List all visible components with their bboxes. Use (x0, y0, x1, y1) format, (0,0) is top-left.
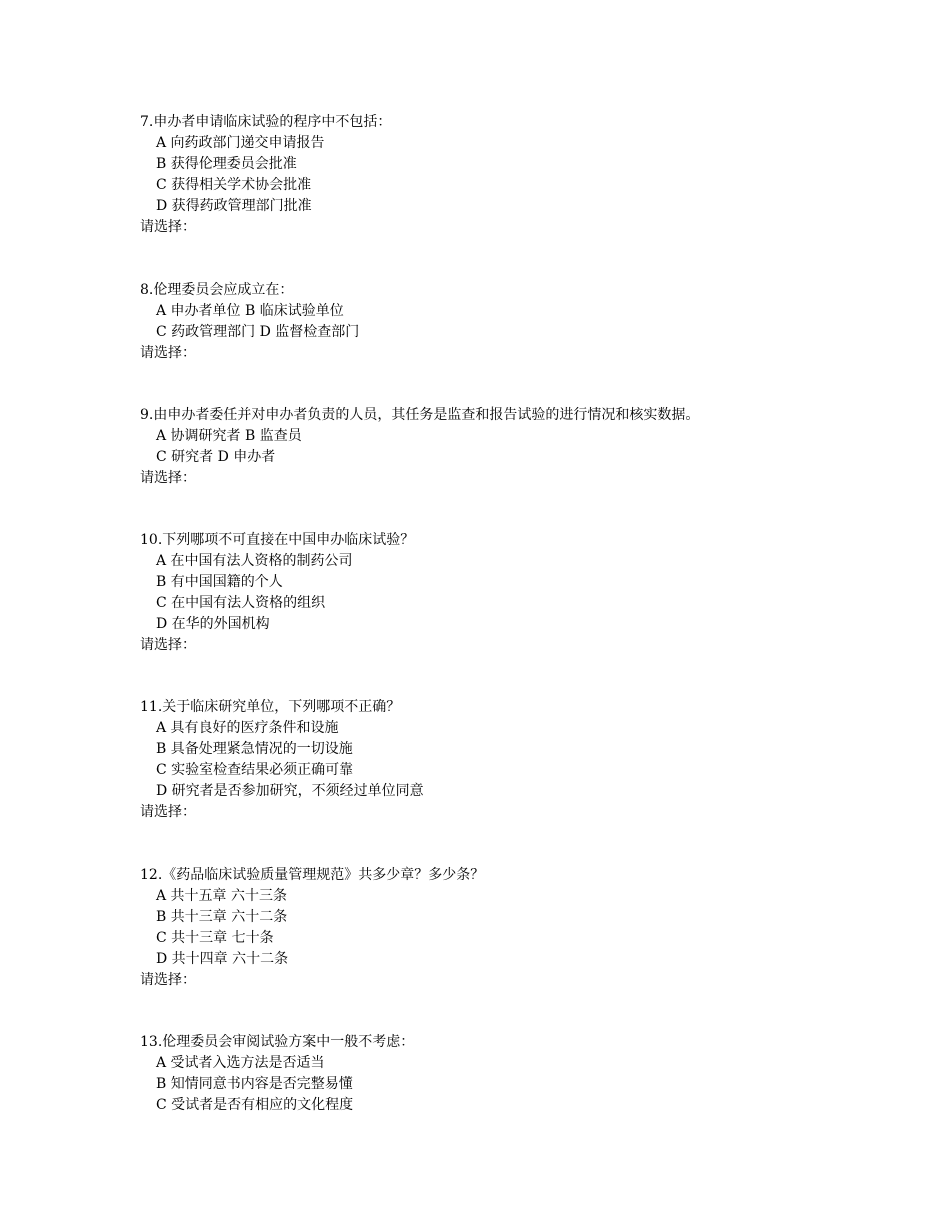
option-a: A 受试者入选方法是否适当 (156, 1055, 325, 1071)
option-cd: C 药政管理部门 D 监督检查部门 (156, 324, 360, 340)
question-stem: 10.下列哪项不可直接在中国申办临床试验？ (140, 532, 415, 548)
answer-prompt: 请选择： (140, 345, 196, 361)
option-b: B 获得伦理委员会批准 (156, 156, 297, 172)
option-d: D 共十四章 六十二条 (156, 951, 289, 967)
option-c: C 受试者是否有相应的文化程度 (156, 1097, 354, 1113)
option-c: C 实验室检查结果必须正确可靠 (156, 762, 354, 778)
option-b: B 共十三章 六十二条 (156, 909, 288, 925)
question-stem: 12.《药品临床试验质量管理规范》共多少章？多少条？ (140, 867, 485, 883)
option-ab: A 协调研究者 B 监查员 (156, 428, 302, 444)
question-stem: 8.伦理委员会应成立在： (140, 282, 294, 298)
question-7 (140, 112, 920, 238)
question-9 (140, 405, 920, 489)
answer-prompt: 请选择： (140, 804, 196, 820)
question-stem: 11.关于临床研究单位，下列哪项不正确？ (140, 699, 401, 715)
question-11 (140, 697, 920, 823)
option-a: A 共十五章 六十三条 (156, 888, 288, 904)
option-c: C 在中国有法人资格的组织 (156, 595, 326, 611)
option-c: C 共十三章 七十条 (156, 930, 274, 946)
option-d: D 研究者是否参加研究，不须经过单位同意 (156, 783, 424, 799)
question-13 (140, 1032, 920, 1116)
answer-prompt: 请选择： (140, 637, 196, 653)
question-stem: 7.申办者申请临床试验的程序中不包括： (140, 114, 392, 130)
option-ab: A 申办者单位 B 临床试验单位 (156, 303, 344, 319)
option-b: B 知情同意书内容是否完整易懂 (156, 1076, 353, 1092)
question-stem: 13.伦理委员会审阅试验方案中一般不考虑： (140, 1034, 415, 1050)
option-a: A 具有良好的医疗条件和设施 (156, 720, 339, 736)
question-stem: 9.由申办者委任并对申办者负责的人员，其任务是监查和报告试验的进行情况和核实数据。 (140, 407, 700, 423)
option-b: B 具备处理紧急情况的一切设施 (156, 741, 353, 757)
question-12 (140, 865, 920, 991)
answer-prompt: 请选择： (140, 470, 196, 486)
answer-prompt: 请选择： (140, 972, 196, 988)
option-d: D 在华的外国机构 (156, 616, 270, 632)
option-a: A 向药政部门递交申请报告 (156, 135, 325, 151)
option-cd: C 研究者 D 申办者 (156, 449, 276, 465)
answer-prompt: 请选择： (140, 219, 196, 235)
option-a: A 在中国有法人资格的制药公司 (156, 553, 353, 569)
question-8 (140, 280, 920, 364)
option-c: C 获得相关学术协会批准 (156, 177, 312, 193)
option-d: D 获得药政管理部门批准 (156, 198, 312, 214)
question-10 (140, 530, 920, 656)
option-b: B 有中国国籍的个人 (156, 574, 283, 590)
